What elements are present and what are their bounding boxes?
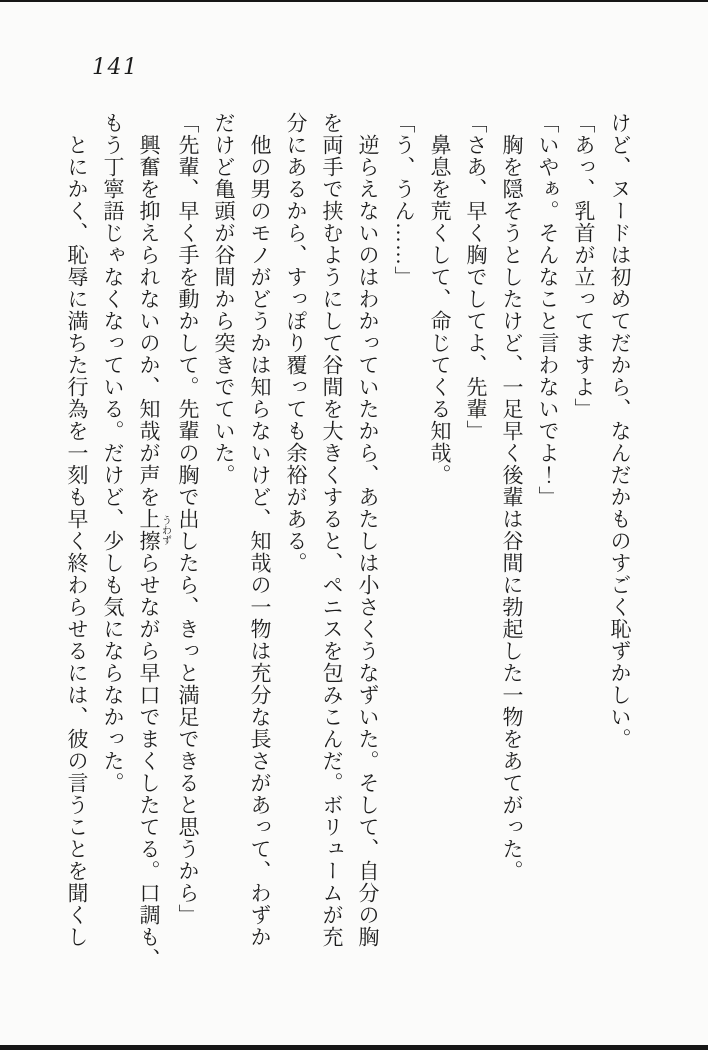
text-column: 「う、うん……」 [392,112,416,288]
text-column: を両手で挟むようにして谷間を大きくすると、ペニスを包みこんだ。ボリュームが充 [320,112,344,948]
body-text [59,112,638,970]
text-column: 興奮を抑えられないのか、知哉が声を上擦うわずらせながら早口でまくしたてる。口調も、 [137,134,171,970]
text-column: けど、ヌードは初めてだから、なんだかものすごく恥ずかしい。 [608,112,632,750]
text-column: 分にあるから、すっぽり覆っても余裕がある。 [284,112,308,574]
text-column: 逆らえないのはわかっていたから、あたしは小さくうなずいた。そして、自分の胸 [356,134,380,948]
text-column: 「いやぁ。そんなこと言わないでよ！」 [536,112,560,508]
text-column: 他の男のモノがどうかは知らないけど、知哉の一物は充分な長さがあって、わずか [248,134,272,948]
text-column: だけど亀頭が谷間から突きでていた。 [212,112,236,486]
text-column: 鼻息を荒くして、命じてくる知哉。 [428,134,452,486]
text-column: とにかく、恥辱に満ちた行為を一刻も早く終わらせるには、彼の言うことを聞くし [65,134,89,948]
text-column: 「あっ、乳首が立ってますよ」 [572,112,596,420]
text-column: 「先輩、早く手を動かして。先輩の胸で出したら、きっと満足できると思うから」 [176,112,200,926]
page-number: 141 [92,55,139,80]
text-column: 「さあ、早く胸でしてよ、先輩」 [464,112,488,442]
text-column: もう丁寧語じゃなくなっている。だけど、少しも気にならなかった。 [101,112,125,794]
furigana-ruby: 上擦うわず [137,508,171,552]
scan-edge-bottom [0,1045,708,1050]
scan-edge-top [0,0,708,2]
text-column: 胸を隠そうとしたけど、一足早く後輩は谷間に勃起した一物をあてがった。 [500,134,524,882]
